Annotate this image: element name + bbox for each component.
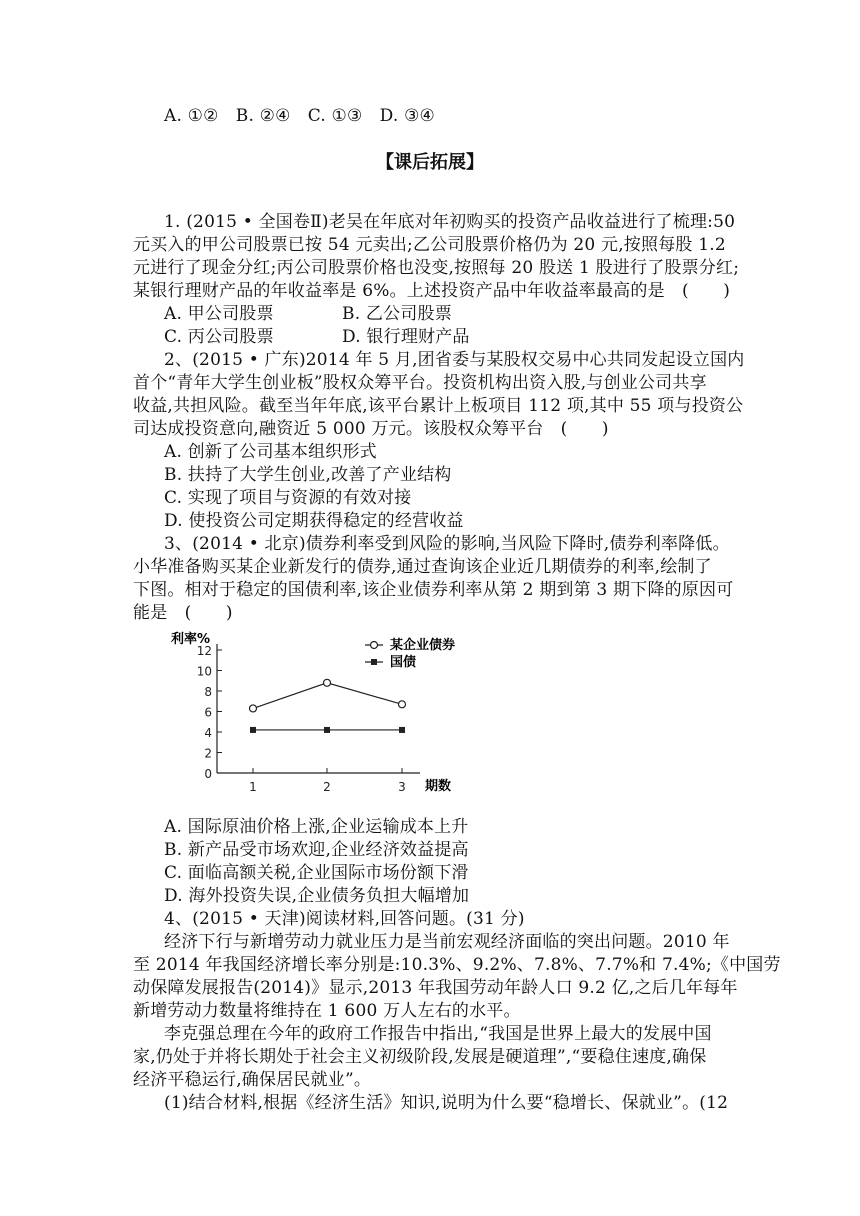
- q4-para1-line-3: 动保障发展报告(2014)》显示,2013 年我国劳动年龄人口 9.2 亿,之后几年每年: [133, 978, 738, 998]
- prev-question-options: A. ①② B. ②④ C. ①③ D. ③④: [164, 106, 435, 126]
- q2-option-c: C. 实现了项目与资源的有效对接: [164, 488, 412, 508]
- data-point-treasury-bond: [250, 727, 256, 733]
- y-axis-label: 利率%: [171, 632, 211, 647]
- q4-para1-line-1: 经济下行与新增劳动力就业压力是当前宏观经济面临的突出问题。2010 年: [164, 932, 730, 952]
- y-tick-label: 10: [196, 664, 212, 679]
- q1-line-1: 1. (2015 • 全国卷Ⅱ)老吴在年底对年初购买的投资产品收益进行了梳理:50: [164, 212, 736, 232]
- q3-option-b: B. 新产品受市场欢迎,企业经济效益提高: [164, 840, 469, 860]
- q3-line-3: 下图。相对于稳定的国债利率,该企业债券利率从第 2 期到第 3 期下降的原因可: [133, 580, 734, 600]
- q2-line-1: 2、(2015 • 广东)2014 年 5 月,团省委与某股权交易中心共同发起设立国内: [164, 350, 745, 370]
- legend-marker-treasury-bond: [371, 659, 377, 665]
- q3-line-4: 能是 ( ): [133, 603, 233, 623]
- q1-option-d: D. 银行理财产品: [342, 327, 470, 347]
- q4-para2-line-2: 家,仍处于并将长期处于社会主义初级阶段,发展是硬道理”,“要稳住速度,确保: [133, 1047, 707, 1067]
- data-point-treasury-bond: [399, 727, 405, 733]
- interest-rate-chart: [165, 628, 470, 798]
- data-point-corporate-bond: [324, 679, 331, 686]
- q4-para2-line-3: 经济平稳运行,确保居民就业”。: [133, 1070, 372, 1090]
- data-point-corporate-bond: [250, 705, 257, 712]
- q4-para1-line-2: 至 2014 年我国经济增长率分别是:10.3%、9.2%、7.8%、7.7%和 7.4%;《中国劳: [133, 955, 781, 975]
- q1-line-4: 某银行理财产品的年收益率是 6%。上述投资产品中年收益率最高的是 ( ): [133, 281, 731, 301]
- q1-option-c: C. 丙公司股票: [164, 327, 274, 347]
- y-tick-label: 2: [204, 746, 212, 761]
- q1-line-2: 元买入的甲公司股票已按 54 元卖出;乙公司股票价格仍为 20 元,按照每股 1.2: [133, 235, 726, 255]
- section-title: 【课后拓展】: [376, 152, 484, 173]
- y-tick-label: 8: [204, 685, 212, 699]
- x-tick-label: 1: [249, 780, 257, 794]
- q4-para2-line-1: 李克强总理在今年的政府工作报告中指出,“我国是世界上最大的发展中国: [164, 1024, 712, 1044]
- q1-option-b: B. 乙公司股票: [342, 304, 452, 324]
- y-tick-label: 6: [204, 705, 212, 720]
- y-tick-label: 4: [204, 726, 212, 740]
- data-point-corporate-bond: [399, 701, 406, 708]
- q1-option-a: A. 甲公司股票: [164, 304, 274, 324]
- y-tick-label: 12: [196, 644, 212, 658]
- q1-line-3: 元进行了现金分红;丙公司股票价格也没变,按照每 20 股送 1 股进行了股票分红;: [133, 258, 740, 278]
- q3-option-a: A. 国际原油价格上涨,企业运输成本上升: [164, 817, 469, 837]
- data-point-treasury-bond: [324, 727, 330, 733]
- legend-label-corporate-bond: 某企业债券: [390, 638, 456, 653]
- q2-line-4: 司达成投资意向,融资近 5 000 万元。该股权众筹平台 ( ): [133, 419, 609, 439]
- x-axis-label: 期数: [425, 779, 452, 794]
- q2-option-b: B. 扶持了大学生创业,改善了产业结构: [164, 465, 452, 485]
- q4-para1-line-4: 新增劳动力数量将维持在 1 600 万人左右的水平。: [133, 1001, 521, 1021]
- q2-line-2: 首个“青年大学生创业板”股权众筹平台。投资机构出资入股,与创业公司共享: [133, 373, 707, 393]
- q3-option-d: D. 海外投资失误,企业债务负担大幅增加: [164, 886, 470, 906]
- q3-option-c: C. 面临高额关税,企业国际市场份额下滑: [164, 863, 469, 883]
- q4-heading: 4、(2015 • 天津)阅读材料,回答问题。(31 分): [164, 909, 525, 929]
- q2-option-d: D. 使投资公司定期获得稳定的经营收益: [164, 511, 464, 531]
- x-tick-label: 3: [398, 780, 406, 794]
- q3-line-2: 小华准备购买某企业新发行的债券,通过查询该企业近几期债券的利率,绘制了: [133, 557, 712, 577]
- legend-marker-corporate-bond: [371, 642, 378, 649]
- q4-subquestion-1: (1)结合材料,根据《经济生活》知识,说明为什么要“稳增长、保就业”。(12: [164, 1093, 729, 1113]
- q2-line-3: 收益,共担风险。截至当年年底,该平台累计上板项目 112 项,其中 55 项与投资公: [133, 396, 744, 416]
- q3-line-1: 3、(2014 • 北京)债券利率受到风险的影响,当风险下降时,债券利率降低。: [164, 534, 730, 554]
- x-tick-label: 2: [323, 780, 331, 794]
- legend-label-treasury-bond: 国债: [390, 655, 417, 670]
- q2-option-a: A. 创新了公司基本组织形式: [164, 442, 377, 462]
- y-tick-label: 0: [204, 767, 212, 781]
